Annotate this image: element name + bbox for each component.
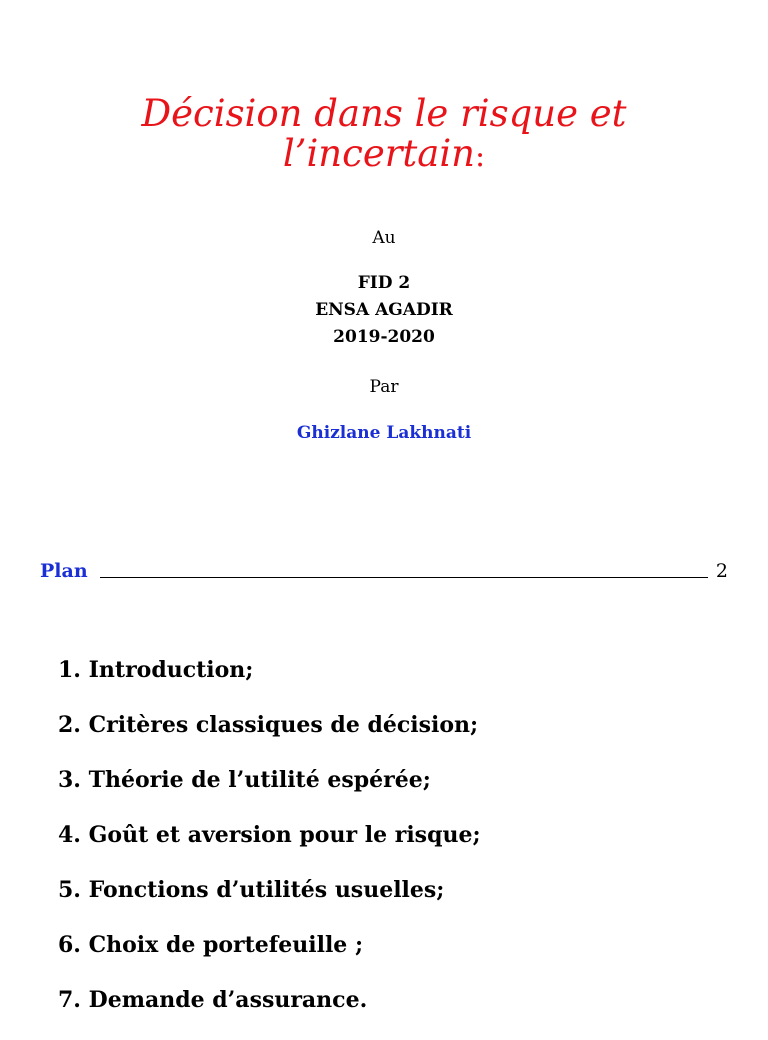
plan-list	[58, 655, 481, 1040]
title-line-2-text: l’incertain	[282, 132, 476, 175]
academic-year: 2019-2020	[333, 327, 435, 347]
list-item: 6. Choix de portefeuille ;	[58, 932, 364, 958]
list-item: 3. Théorie de l’utilité espérée;	[58, 767, 431, 793]
list-item: 2. Critères classiques de décision;	[58, 712, 479, 738]
plan-link[interactable]: Plan	[40, 560, 88, 582]
preamble-text: Au	[372, 228, 396, 248]
list-item: 4. Goût et aversion pour le risque;	[58, 822, 481, 848]
list-item: 7. Demande d’assurance.	[58, 987, 368, 1013]
title-line-1: Décision dans le risque et	[141, 92, 627, 135]
list-item: 5. Fonctions d’utilités usuelles;	[58, 877, 445, 903]
title-line-2	[0, 134, 768, 177]
school-name: ENSA AGADIR	[315, 300, 453, 320]
plan-leader-rule	[100, 577, 708, 578]
plan-page-number: 2	[715, 560, 728, 582]
title-colon: :	[475, 139, 486, 174]
program-name: FID 2	[357, 273, 411, 293]
by-label: Par	[369, 377, 399, 397]
author-name: Ghizlane Lakhnati	[296, 423, 472, 443]
document-title	[0, 94, 768, 177]
list-item: 1. Introduction;	[58, 657, 254, 683]
plan-toc-entry	[40, 560, 730, 584]
